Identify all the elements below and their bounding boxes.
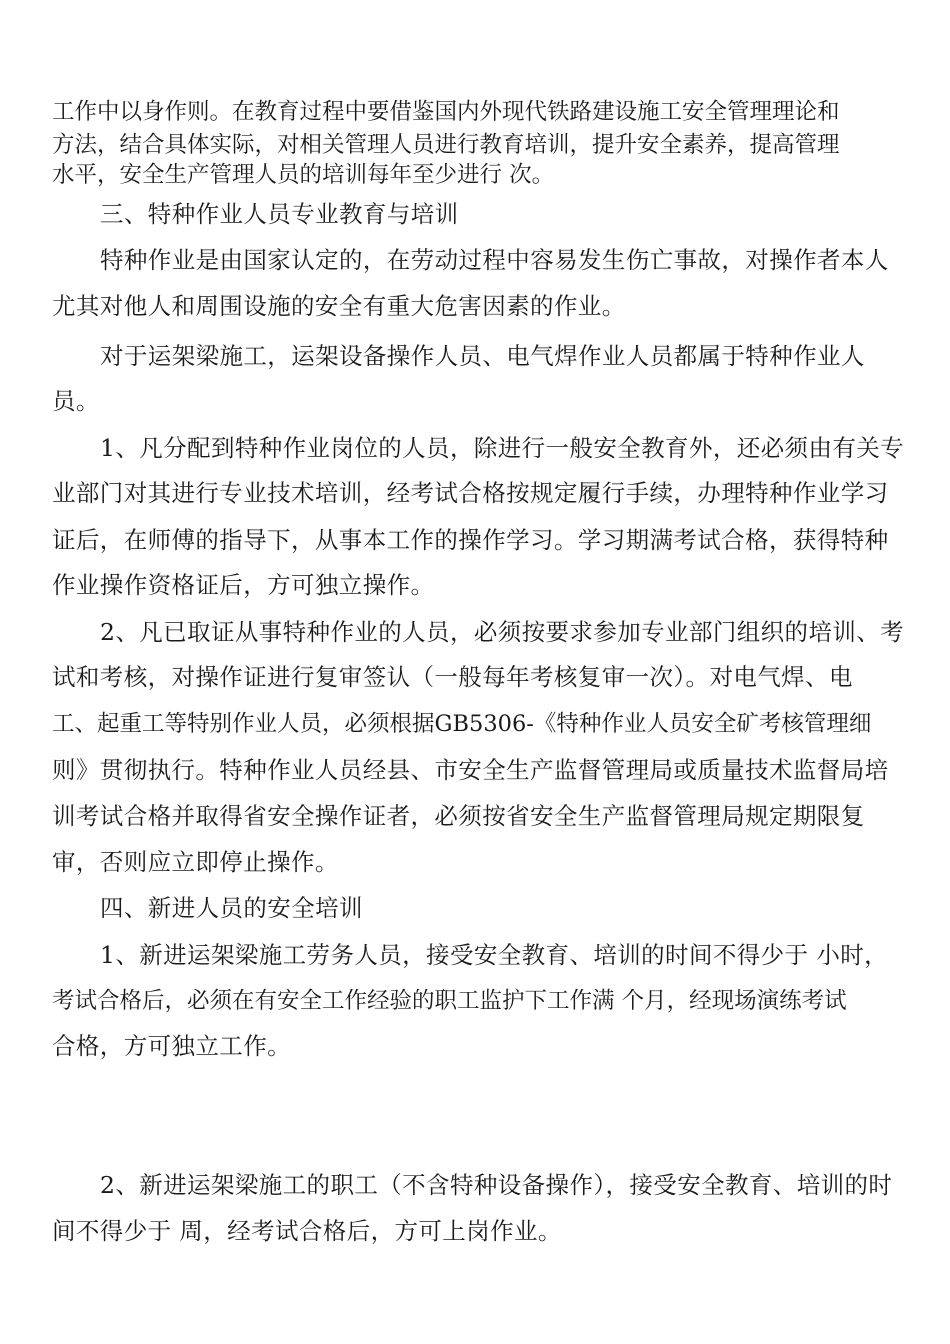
text-line: 考试合格后，必须在有安全工作经验的职工监护下工作满 个月，经现场演练考试 — [52, 988, 847, 1014]
text-line: 1、新进运架梁施工劳务人员，接受安全教育、培训的时间不得少于 小时， — [100, 941, 889, 969]
text-line: 1、凡分配到特种作业岗位的人员，除进行一般安全教育外，还必须由有关专 — [100, 434, 905, 462]
text-line: 工作中以身作则。在教育过程中要借鉴国内外现代铁路建设施工安全管理理论和 — [52, 99, 840, 125]
text-line: 合格，方可独立工作。 — [52, 1032, 291, 1060]
text-line: 特种作业是由国家认定的，在劳动过程中容易发生伤亡事故，对操作者本人 — [100, 246, 889, 274]
text-line: 则》贯彻执行。特种作业人员经县、市安全生产监督管理局或质量技术监督局培 — [52, 756, 889, 784]
text-line: 员。 — [52, 387, 100, 415]
text-line: 工、起重工等特别作业人员，必须根据GB5306-《特种作业人员安全矿考核管理细 — [52, 711, 872, 737]
text-line: 证后，在师傅的指导下，从事本工作的操作学习。学习期满考试合格，获得特种 — [52, 526, 889, 554]
text-line: 作业操作资格证后，方可独立操作。 — [52, 571, 435, 599]
text-line: 2、新进运架梁施工的职工（不含特种设备操作），接受安全教育、培训的时 — [100, 1171, 893, 1199]
section-heading: 三、特种作业人员专业教育与培训 — [100, 200, 459, 228]
text-line: 方法，结合具体实际，对相关管理人员进行教育培训，提升安全素养，提高管理 — [52, 132, 840, 158]
text-line: 业部门对其进行专业技术培训，经考试合格按规定履行手续，办理特种作业学习 — [52, 479, 889, 507]
text-line: 对于运架梁施工，运架设备操作人员、电气焊作业人员都属于特种作业人 — [100, 342, 865, 370]
text-line: 试和考核，对操作证进行复审签认（一般每年考核复审一次）。对电气焊、电 — [52, 663, 853, 691]
text-line: 水平，安全生产管理人员的培训每年至少进行 次。 — [52, 162, 555, 188]
text-line: 尤其对他人和周围设施的安全有重大危害因素的作业。 — [52, 292, 626, 320]
section-heading: 四、新进人员的安全培训 — [100, 894, 363, 922]
text-line: 审，否则应立即停止操作。 — [52, 848, 339, 876]
text-line: 训考试合格并取得省安全操作证者，必须按省安全生产监督管理局规定期限复 — [52, 802, 865, 830]
text-line: 间不得少于 周，经考试合格后，方可上岗作业。 — [52, 1217, 562, 1245]
text-line: 2、凡已取证从事特种作业的人员，必须按要求参加专业部门组织的培训、考 — [100, 618, 905, 646]
